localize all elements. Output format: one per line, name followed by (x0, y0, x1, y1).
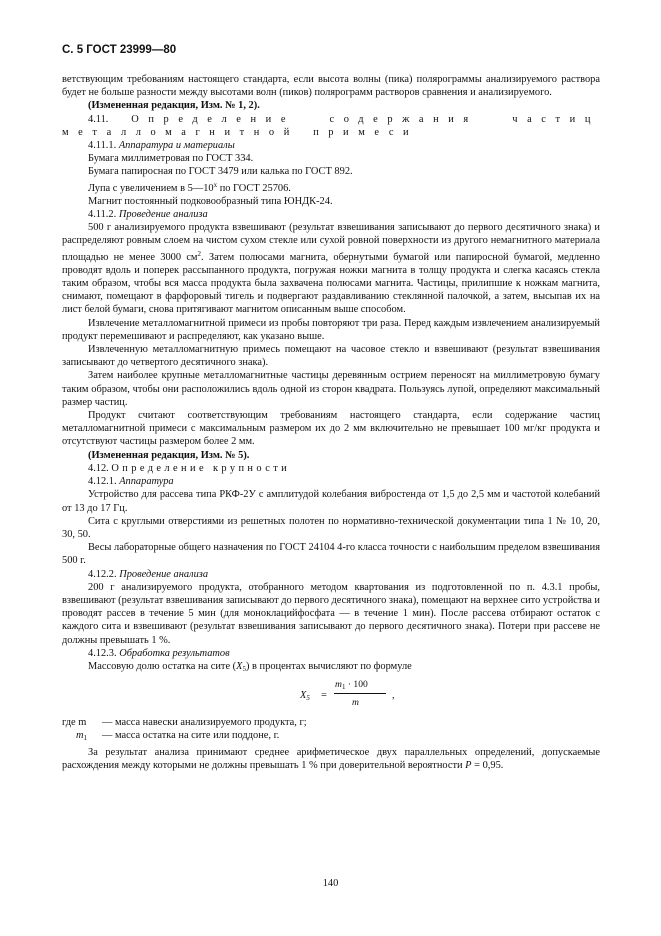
paragraph: Весы лабораторные общего назначения по ГОСТ 24104 4-го класса точности с наибольшим пределом взвешивания 500 г. (62, 542, 600, 567)
amendment-note-2: (Измененная редакция, Изм. № 5). (88, 449, 250, 461)
section-number: 4.12. (88, 462, 109, 474)
document-body (62, 73, 600, 772)
material-item: Бумага папиросная по ГОСТ 3479 или калька по ГОСТ 892. (88, 166, 353, 178)
page-header: С. 5 ГОСТ 23999—80 (62, 44, 177, 56)
section-number: 4.11. (88, 113, 109, 125)
subscript: 5 (242, 664, 246, 673)
paragraph: Извлеченную металломагнитную примесь помещают на часовое стекло и взвешивают (результат взвешивания записывают до четвертого десятичного знака). (62, 344, 600, 369)
definition-row (62, 716, 600, 729)
material-text: по ГОСТ 25706. (217, 182, 291, 194)
variable-definitions (62, 716, 600, 745)
subscript: 1 (83, 734, 88, 743)
page-number: 140 (322, 878, 339, 889)
definition-row (62, 729, 600, 745)
paragraph: Затем наиболее крупные металломагнитные частицы деревянным острием переносят на миллиметровую бумагу таким образом, чтобы они расположились вдоль одной из сторон квадрата. Пользуясь лупой, определяют максимальный размер частиц. (62, 370, 600, 408)
section-4-11-1-heading (62, 139, 600, 152)
section-4-11-heading (62, 113, 600, 139)
section-4-11-2-heading (62, 208, 600, 221)
section-title: Обработка результатов (119, 647, 230, 659)
paragraph-text: . Затем полюсами магнита, обернутыми бумагой или папиросной бумагой, медленно проводят вдоль и поперек рассыпанного продукта, погружая ножки магнита в толщу продукта и слегка касаясь стекла таким образом, чтобы вся масса продукта была захвачена полюсами магнита. Частицы, прилипшие к ножкам магнита, снимают, помещают в фарфоровый тигель и подвергают раздавливанию стеклянной палочкой, а затем, высыпав их на лист белой бумаги, снова притягивают магнитом описанным выше способом. (62, 251, 600, 316)
fraction-bar (334, 693, 386, 694)
material-item (62, 179, 600, 195)
paragraph-text: Массовую долю остатка на сите ( (88, 660, 237, 672)
subscript: 5 (306, 694, 310, 703)
material-item: Магнит постоянный подковообразный типа ЮНДК-24. (88, 195, 333, 207)
formula-variable: m (335, 679, 342, 691)
paragraph-text: За результат анализа принимают среднее арифметическое двух параллельных определений, допускаемые расхождения между которыми не должны превышать 1 % при доверительной вероятности (62, 746, 600, 771)
section-number: 4.12.3. (88, 647, 117, 659)
definition-key (62, 729, 102, 745)
paragraph (62, 660, 600, 676)
section-title: Аппаратура (119, 476, 174, 488)
section-number: 4.12.1. (88, 476, 117, 488)
section-title: Проведение анализа (119, 568, 209, 580)
section-title: Проведение анализа (118, 209, 208, 221)
formula-numerator (335, 678, 368, 694)
material-item: Бумага миллиметровая по ГОСТ 334. (88, 153, 254, 165)
superscript: x (213, 180, 218, 189)
section-number: 4.11.1. (88, 140, 117, 152)
formula-comma: , (392, 690, 395, 702)
paragraph (62, 221, 600, 316)
section-title: Определение содержания частиц металломагнитной примеси (62, 113, 600, 138)
variable: P (465, 759, 472, 771)
paragraph: Сита с круглыми отверстиями из решетных полотен по нормативно-технической документации типа 1 № 10, 20, 30, 50. (62, 515, 600, 540)
formula-denominator: m (352, 697, 359, 709)
section-4-12-heading (62, 462, 600, 475)
subscript: 1 (341, 683, 346, 692)
paragraph-text: = 0,95. (471, 759, 504, 771)
amendment-note-1: (Измененная редакция, Изм. № 1, 2). (88, 100, 260, 112)
section-number: 4.12.2. (88, 568, 117, 580)
paragraph: Устройство для рассева типа РКФ-2У с амплитудой колебания вибростенда от 1,5 до 2,5 мм и частотой колебаний от 13 до 17 Гц. (62, 489, 600, 514)
section-4-12-2-heading (62, 568, 600, 581)
section-title: Аппаратура и материалы (118, 140, 235, 152)
section-4-12-3-heading (62, 647, 600, 660)
section-4-12-1-heading (62, 475, 600, 488)
formula-lhs (300, 689, 310, 705)
definition-text: — масса навески анализируемого продукта, г; (102, 717, 307, 729)
material-text: Лупа с увеличением в 5—10 (88, 182, 214, 194)
paragraph-text: 500 г анализируемого продукта взвешивают (результат взвешивания записывают до первого десятичного знака) и распределяют ровным слоем на чистом сухом стекле или сухой ровной поверхности из другого немагнитного материала площадью не менее 3000 см (62, 222, 600, 263)
paragraph: 200 г анализируемого продукта, отобранного методом квартования из подготовленной по п. 4.3.1 пробы, взвешивают (результат взвешивания записывают до первого десятичного знака), помещают на верхнее сито устройства и проводят рассев в течение 5 мин (для моноклацийфосфата — в течение 1 мин). После рассева отбирают остаток с каждого сита и взвешивают (результат взвешивания записывают до первого десятичного знака). Потери при рассеве не должны превышать 1 %. (62, 581, 600, 646)
formula-equals: = (321, 690, 327, 702)
formula (62, 678, 600, 712)
paragraph: Извлечение металломагнитной примеси из пробы повторяют три раза. Перед каждым извлечением анализируемый продукт перемешивают и распределяют, как указано выше. (62, 317, 600, 342)
definition-key: где m (62, 717, 87, 729)
formula-text: · 100 (345, 679, 368, 691)
formula-variable: X (300, 690, 307, 702)
variable: X (236, 660, 243, 672)
definition-text: — масса остатка на сите или поддоне, г. (102, 730, 280, 742)
section-title: Определение крупности (111, 462, 291, 474)
paragraph: Продукт считают соответствующим требованиям настоящего стандарта, если содержание частиц металломагнитной примеси с максимальным размером их до 2 мм включительно не превышает 100 мг/кг продукта и отсутствуют частицы размером более 2 мм. (62, 410, 600, 448)
paragraph-continuation: ветствующим требованиям настоящего стандарта, если высота волны (пика) полярограммы анализируемого раствора будет не больше разности между высотами волн (пиков) полярограмм растворов сравнения и анализируемого. (62, 74, 600, 99)
section-number: 4.11.2. (88, 209, 117, 221)
paragraph (62, 746, 600, 772)
superscript: 2 (197, 249, 202, 258)
paragraph-text: ) в процентах вычисляют по формуле (246, 660, 412, 672)
formula-variable: m (76, 730, 84, 742)
